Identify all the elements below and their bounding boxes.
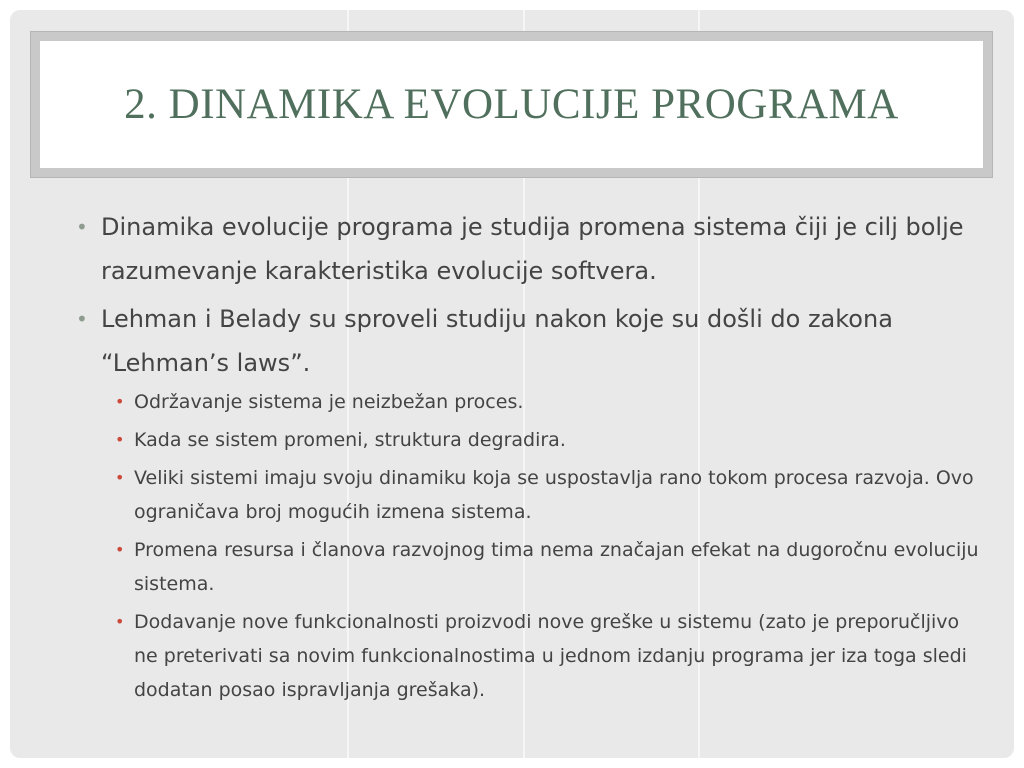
sub-bullet-dot-icon: • — [115, 468, 125, 487]
slide-title: 2. DINAMIKA EVOLUCIJE PROGRAMA — [124, 81, 899, 128]
slide-content — [70, 205, 980, 707]
title-frame — [30, 31, 993, 178]
sub-bullet-item — [70, 385, 980, 419]
sub-bullet-dot-icon: • — [115, 392, 125, 411]
sub-bullet-dot-icon: • — [115, 430, 125, 449]
bullet-item — [70, 205, 980, 293]
sub-bullet-text: Veliki sistemi imaju svoju dinamiku koja se uspostavlja rano tokom procesa razvoja. Ovo ograničava broj mogućih izmena sistema. — [134, 467, 974, 523]
sub-bullet-text: Kada se sistem promeni, struktura degradira. — [134, 429, 566, 451]
sub-bullet-dot-icon: • — [115, 612, 125, 631]
bullet-text: Dinamika evolucije programa je studija promena sistema čiji je cilj bolje razumevanje karakteristika evolucije softvera. — [101, 213, 964, 285]
sub-bullet-item — [70, 423, 980, 457]
sub-bullet-text: Dodavanje nove funkcionalnosti proizvodi nove greške u sistemu (zato je preporučljivo ne preterivati sa novim funkcionalnostima u jednom izdanju programa jer iza toga sledi dodatan posao ispravljanja grešaka). — [134, 611, 967, 701]
bullet-dot-icon: • — [76, 215, 88, 239]
title-box — [40, 41, 983, 168]
slide — [10, 10, 1014, 758]
sub-bullet-text: Održavanje sistema je neizbežan proces. — [134, 391, 524, 413]
bullet-text: Lehman i Belady su sproveli studiju nakon koje su došli do zakona “Lehman’s laws”. — [101, 305, 893, 377]
sub-bullet-item — [70, 533, 980, 601]
bullet-dot-icon: • — [76, 307, 88, 331]
sub-bullet-item — [70, 605, 980, 707]
sub-bullet-text: Promena resursa i članova razvojnog tima nema značajan efekat na dugoročnu evoluciju sistema. — [134, 539, 979, 595]
bullet-item — [70, 297, 980, 385]
sub-bullet-dot-icon: • — [115, 540, 125, 559]
sub-bullet-item — [70, 461, 980, 529]
